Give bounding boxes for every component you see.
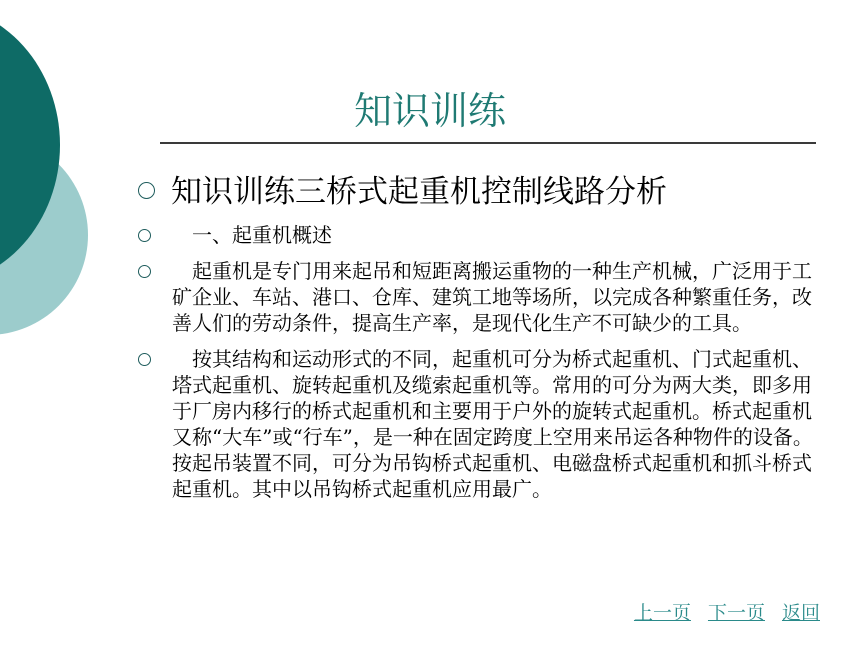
circle-bullet-icon — [138, 265, 151, 278]
list-item-text: 按其结构和运动形式的不同，起重机可分为桥式起重机、门式起重机、塔式起重机、旋转起重机及缆索起重机等。常用的可分为两大类，即多用于厂房内移行的桥式起重机和主要用于户外的旋转式起重机。桥式起重机又称“大车”或“行车”，是一种在固定跨度上空用来吊运各种物件的设备。按起吊装置不同，可分为吊钩桥式起重机、电磁盘桥式起重机和抓斗桥式起重机。其中以吊钩桥式起重机应用最广。 — [172, 347, 813, 501]
list-item-text: 一、起重机概述 — [192, 223, 332, 247]
list-item-text: 起重机是专门用来起吊和短距离搬运重物的一种生产机械，广泛用于工矿企业、车站、港口、仓库、建筑工地等场所，以完成各种繁重任务，改善人们的劳动条件，提高生产率，是现代化生产不可缺少的工具。 — [172, 259, 812, 335]
circle-bullet-icon — [138, 229, 151, 242]
main-heading: 知识训练三桥式起重机控制线路分析 — [171, 174, 667, 210]
slide-content — [138, 170, 818, 512]
slide-navigation — [634, 598, 820, 625]
title-divider — [160, 142, 816, 144]
list-item — [138, 258, 818, 336]
list-item — [138, 222, 818, 248]
next-page-link[interactable]: 下一页 — [707, 602, 765, 624]
circle-bullet-icon — [138, 353, 151, 366]
back-link[interactable]: 返回 — [781, 602, 820, 624]
circle-bullet-icon — [138, 182, 155, 199]
prev-page-link[interactable]: 上一页 — [633, 602, 691, 624]
slide-title: 知识训练 — [353, 89, 506, 133]
main-bullet — [138, 170, 818, 214]
list-item — [138, 346, 818, 502]
